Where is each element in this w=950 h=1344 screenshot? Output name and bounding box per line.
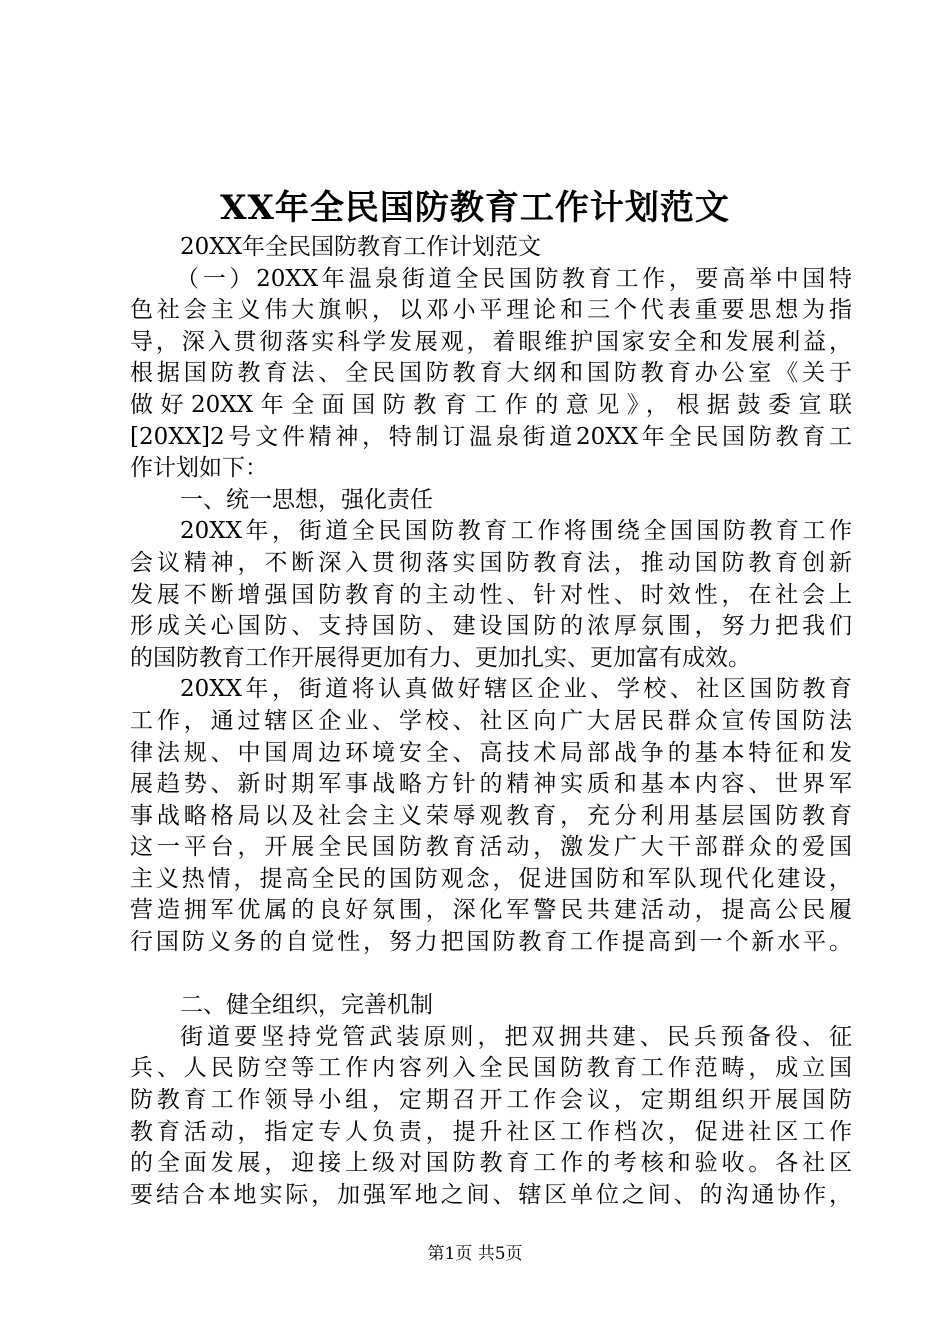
body-text-line: 的国防教育工作开展得更加有力、更加扎实、更加富有成效。	[130, 644, 751, 671]
body-text-line: 的全面发展，迎接上级对国防教育工作的考核和验收。各社区	[130, 1150, 852, 1177]
body-text-line: 色社会主义伟大旗帜，以邓小平理论和三个代表重要思想为指	[130, 297, 852, 324]
body-text-line: 要结合本地实际，加强军地之间、辖区单位之间、的沟通协作，	[130, 1181, 852, 1208]
page-footer: 第1页 共5页	[427, 1244, 523, 1264]
document-body	[130, 232, 852, 1211]
body-text-line: 事战略格局以及社会主义荣辱观教育，充分利用基层国防教育	[130, 802, 852, 829]
body-text-line: 二、健全组织，完善机制	[180, 992, 433, 1019]
body-text-line: （一）20XX年温泉街道全民国防教育工作，要高举中国特	[176, 265, 852, 292]
body-text-line: 20XX年全民国防教育工作计划范文	[180, 234, 542, 260]
body-text-line: 展趋势、新时期军事战略方针的精神实质和基本内容、世界军	[130, 771, 852, 798]
body-text-line: 形成关心国防、支持国防、建设国防的浓厚氛围，努力把我们	[130, 613, 852, 640]
body-text-line: 做好20XX年全面国防教育工作的意见》，根据鼓委宣联	[130, 391, 852, 418]
body-text-line: 行国防义务的自觉性，努力把国防教育工作提高到一个新水平。	[130, 929, 852, 956]
body-text-line: 根据国防教育法、全民国防教育大纲和国防教育办公室《关于	[130, 360, 852, 387]
document-title: XX年全民国防教育工作计划范文	[220, 188, 730, 228]
body-text-line: 街道要坚持党管武装原则，把双拥共建、民兵预备役、征	[180, 1023, 852, 1050]
body-text-line: 会议精神，不断深入贯彻落实国防教育法，推动国防教育创新	[130, 549, 852, 576]
body-text-line: 律法规、中国周边环境安全、高技术局部战争的基本特征和发	[130, 739, 852, 766]
body-text-line: 兵、人民防空等工作内容列入全民国防教育工作范畴，成立国	[130, 1055, 852, 1082]
body-text-line: 工作，通过辖区企业、学校、社区向广大居民群众宣传国防法	[130, 707, 852, 734]
body-text-line: 20XX年，街道全民国防教育工作将围绕全国国防教育工作	[180, 518, 852, 545]
body-text-line: 防教育工作领导小组，定期召开工作会议，定期组织开展国防	[130, 1087, 852, 1114]
paragraph-gap	[130, 959, 852, 991]
body-text-line: 导，深入贯彻落实科学发展观，着眼维护国家安全和发展利益，	[130, 328, 852, 355]
body-text-line: 这一平台，开展全民国防教育活动，激发广大干部群众的爱国	[130, 834, 852, 861]
body-text-line: 主义热情，提高全民的国防观念，促进国防和军队现代化建设，	[130, 865, 852, 892]
body-text-line: 一、统一思想，强化责任	[180, 486, 433, 513]
body-text-line: [20XX]2号文件精神，特制订温泉街道20XX年全民国防教育工	[130, 423, 852, 450]
body-text-line: 发展不断增强国防教育的主动性、针对性、时效性，在社会上	[130, 581, 852, 608]
body-text-line: 营造拥军优属的良好氛围，深化军警民共建活动，提高公民履	[130, 897, 852, 924]
body-text-line: 20XX年，街道将认真做好辖区企业、学校、社区国防教育	[180, 676, 852, 703]
body-text-line: 教育活动，指定专人负责，提升社区工作档次，促进社区工作	[130, 1118, 852, 1145]
body-text-line: 作计划如下：	[130, 455, 268, 482]
